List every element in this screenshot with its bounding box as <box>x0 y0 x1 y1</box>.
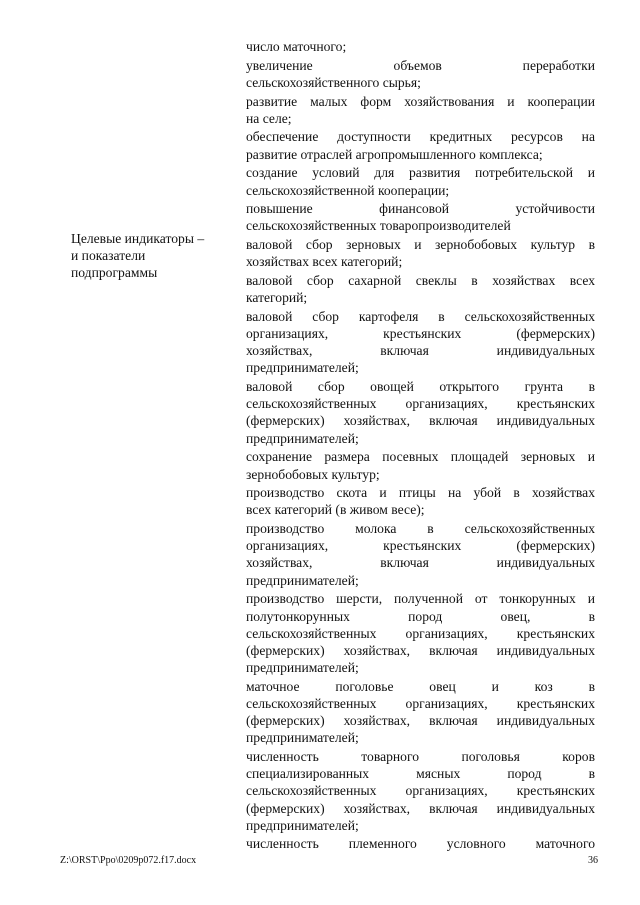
paragraph-line: число маточного; <box>246 39 347 54</box>
paragraph-line: производство шерсти, полученной от тонкорунных и <box>246 591 595 607</box>
paragraph-line: (фермерских) хозяйствах, включая индивидуальных <box>246 713 595 729</box>
paragraph-line: сельскохозяйственных товаропроизводителей <box>246 218 511 234</box>
paragraph <box>246 590 595 676</box>
paragraph <box>246 520 595 589</box>
paragraph-line: производство молока в сельскохозяйственных <box>246 521 595 537</box>
paragraph <box>246 200 595 234</box>
paragraph-line: всех категорий (в живом весе); <box>246 502 425 518</box>
paragraph-line: предпринимателей; <box>246 730 359 746</box>
right-column-text <box>246 38 595 854</box>
paragraph-line: хозяйствах всех категорий; <box>246 254 403 270</box>
left-label-line-1: Целевые индикаторы – <box>71 231 205 246</box>
paragraph <box>246 57 595 91</box>
paragraph-line: маточное поголовье овец и коз в <box>246 678 595 694</box>
paragraph <box>246 448 595 482</box>
paragraph <box>246 678 595 747</box>
paragraph-line: развитие малых форм хозяйствования и кооперации <box>246 93 595 109</box>
paragraph-line: сельскохозяйственной кооперации; <box>246 182 450 198</box>
paragraph <box>246 164 595 198</box>
paragraph-line: предпринимателей; <box>246 360 359 376</box>
paragraph-line: валовой сбор сахарной свеклы в хозяйствах всех <box>246 272 595 288</box>
paragraph-line: повышение финансовой устойчивости <box>246 201 595 217</box>
paragraph <box>246 378 595 447</box>
paragraph-line: численность товарного поголовья коров <box>246 749 595 764</box>
paragraph-line: организациях, крестьянских (фермерских) <box>246 538 595 554</box>
paragraph <box>246 308 595 377</box>
paragraph <box>246 236 595 270</box>
paragraph-line: предпринимателей; <box>246 572 359 588</box>
paragraph-line: (фермерских) хозяйствах, включая индивидуальных <box>246 800 595 816</box>
paragraph-line: сельскохозяйственных организациях, крестьянских <box>246 695 595 711</box>
paragraph-line: обеспечение доступности кредитных ресурсов на <box>246 129 595 145</box>
paragraph-line: численность племенного условного маточного <box>246 836 595 852</box>
paragraph-line: категорий; <box>246 290 308 306</box>
paragraph-line: специализированных мясных пород в <box>246 766 595 782</box>
paragraph-line: предпринимателей; <box>246 430 359 446</box>
paragraph-line: зернобобовых культур; <box>246 466 380 482</box>
paragraph <box>246 38 595 55</box>
paragraph <box>246 93 595 127</box>
paragraph-line: (фермерских) хозяйствах, включая индивидуальных <box>246 413 595 429</box>
paragraph-line: развитие отраслей агропромышленного комплекса; <box>246 146 543 162</box>
paragraph <box>246 748 595 834</box>
paragraph-line: сельскохозяйственных организациях, крестьянских <box>246 783 595 799</box>
paragraph <box>246 835 595 852</box>
footer-file-path: Z:\ORST\Ppo\0209p072.f17.docx <box>60 855 197 866</box>
left-label-line-2: и показатели <box>71 248 146 264</box>
paragraph-line: создание условий для развития потребительской и <box>246 165 595 181</box>
paragraph-line: на селе; <box>246 110 292 126</box>
footer-page-number: 36 <box>588 855 598 866</box>
paragraph-line: сохранение размера посевных площадей зерновых и <box>246 449 595 465</box>
paragraph-line: полутонкорунных пород овец, в <box>246 608 595 624</box>
paragraph-line: (фермерских) хозяйствах, включая индивидуальных <box>246 642 595 658</box>
paragraph-line: хозяйствах, включая индивидуальных <box>246 555 595 571</box>
paragraph <box>246 128 595 162</box>
paragraph-line: валовой сбор зерновых и зернобобовых культур в <box>246 237 595 253</box>
paragraph-line: сельскохозяйственного сырья; <box>246 74 421 90</box>
paragraph-line: предпринимателей; <box>246 660 359 676</box>
paragraph-line: валовой сбор овощей открытого грунта в <box>246 379 595 395</box>
paragraph-line: валовой сбор картофеля в сельскохозяйственных <box>246 308 595 324</box>
paragraph-line: хозяйствах, включая индивидуальных <box>246 343 595 359</box>
paragraph-line: сельскохозяйственных организациях, крестьянских <box>246 625 595 641</box>
paragraph <box>246 484 595 518</box>
left-column-label <box>71 230 236 282</box>
paragraph-line: сельскохозяйственных организациях, крестьянских <box>246 396 595 412</box>
paragraph-line: организациях, крестьянских (фермерских) <box>246 326 595 341</box>
left-label-line-3: подпрограммы <box>71 265 158 281</box>
paragraph <box>246 272 595 306</box>
paragraph-line: увеличение объемов переработки <box>246 57 595 73</box>
paragraph-line: производство скота и птицы на убой в хозяйствах <box>246 485 595 501</box>
paragraph-line: предпринимателей; <box>246 817 359 833</box>
